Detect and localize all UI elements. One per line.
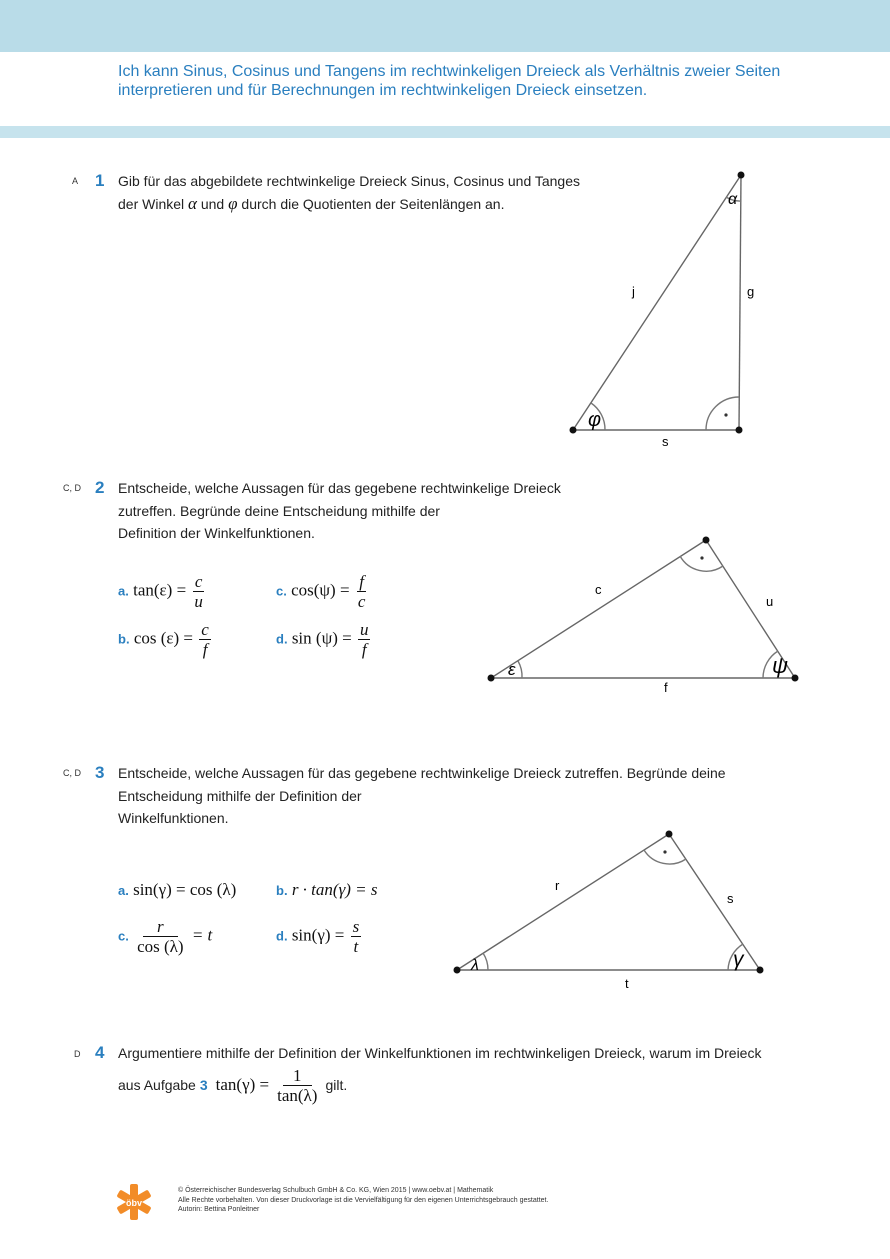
label-gamma: γ <box>733 948 744 971</box>
vertex-top <box>738 172 745 179</box>
triangle-3-figure <box>445 822 775 997</box>
label-s: s <box>727 891 734 906</box>
vertex-top <box>666 831 673 838</box>
right-angle-dot <box>700 556 703 559</box>
task3-line-2: Entscheidung mithilfe der Definition der <box>118 787 362 804</box>
task2-statement-d: d. sin (ψ) = $\frac{u}{f}$ <box>276 620 369 659</box>
label-g: g <box>747 284 755 299</box>
label-j: j <box>632 284 635 299</box>
task2-tag: C, D <box>63 483 81 493</box>
task3-line-3: Winkelfunktionen. <box>118 810 229 826</box>
side-j <box>573 175 741 430</box>
label-epsilon: ε <box>508 660 516 679</box>
label-psi: ψ <box>772 653 789 678</box>
footer-copyright: © Österreichischer Bundesverlag Schulbuch GmbH & Co. KG, Wien 2015 | www.oebv.at | Mathematik <box>178 1187 494 1194</box>
label-alpha: α <box>728 191 738 208</box>
footer <box>178 1186 548 1215</box>
task2-line-2: zutreffen. Begründe deine Entscheidung mithilfe der <box>118 502 440 519</box>
task3-statement-a: a. sin(γ) = cos (λ) <box>118 880 237 899</box>
triangle-2-figure <box>480 530 810 695</box>
task4-line-1: Argumentiere mithilfe der Definition der Winkelfunktionen im rechtwinkeligen Dreieck, warum im Dreieck <box>118 1045 762 1061</box>
task1-number: 1 <box>95 171 105 190</box>
task1-line-2: der Winkel α und φ durch die Quotienten der Seitenlängen an. <box>118 193 505 213</box>
side-s <box>669 834 760 970</box>
objective-line-2: interpretieren und für Berechnungen im rechtwinkeligen Dreieck einsetzen. <box>118 82 648 99</box>
task3-text <box>118 762 726 830</box>
oebv-logo <box>114 1182 154 1222</box>
vertex-left <box>570 427 577 434</box>
logo-text: öbv <box>125 1198 143 1208</box>
task1-text <box>118 170 580 215</box>
task3-statement-b: b. r · tan(γ) = s <box>276 880 378 899</box>
task4-line-2: aus Aufgabe 3 tan(γ) = $\frac{1}{\tan(\lambda)}$ gilt. <box>118 1066 348 1105</box>
header-band <box>0 0 890 52</box>
task3-statement-d: d. sin(γ) = $\frac{s}{t}$ <box>276 917 360 956</box>
triangle-1-figure <box>560 160 770 450</box>
vertex-left <box>488 675 495 682</box>
right-angle-dot <box>663 850 666 853</box>
task2-number: 2 <box>95 478 105 497</box>
task3-tag: C, D <box>63 768 81 778</box>
task4-tag: D <box>74 1049 81 1059</box>
label-f: f <box>664 680 668 695</box>
task1-tag: A <box>72 176 79 186</box>
vertex-right <box>757 967 764 974</box>
vertex-right <box>736 427 743 434</box>
label-u: u <box>766 594 774 609</box>
task2-statement-c: c. cos(ψ) = $\frac{f}{c}$ <box>276 572 366 611</box>
footer-rights: Alle Rechte vorbehalten. Von dieser Druckvorlage ist die Vervielfältigung für den eigenen Unterrichtsgebrauch gestattet. <box>178 1196 549 1204</box>
vertex-right <box>792 675 799 682</box>
side-r <box>457 834 669 970</box>
task1-line-1: Gib für das abgebildete rechtwinkelige Dreieck Sinus, Cosinus und Tanges <box>118 173 581 189</box>
objective-line-1: Ich kann Sinus, Cosinus und Tangens im rechtwinkeligen Dreieck als Verhältnis zweier Seiten <box>118 63 781 80</box>
learning-objective <box>118 62 858 100</box>
task3-statement-c: c. $\frac{r}{\cos (\lambda)}$ = t <box>118 917 213 956</box>
task3-line-1: Entscheide, welche Aussagen für das gegebene rechtwinkelige Dreieck zutreffen. Begründe deine <box>118 765 726 781</box>
label-c: c <box>595 582 602 597</box>
label-lambda: λ <box>471 957 479 974</box>
task3-number: 3 <box>95 763 105 782</box>
label-t: t <box>625 976 629 991</box>
header-divider <box>0 126 890 138</box>
vertex-left <box>454 967 461 974</box>
task2-line-3: Definition der Winkelfunktionen. <box>118 525 315 541</box>
label-s: s <box>662 434 669 449</box>
vertex-top <box>703 537 710 544</box>
task2-line-1: Entscheide, welche Aussagen für das gegebene rechtwinkelige Dreieck <box>118 480 561 496</box>
side-g <box>739 175 741 430</box>
label-r: r <box>555 878 560 893</box>
task4-number: 4 <box>95 1043 105 1062</box>
task2-statement-a: a. tan(ε) = $\frac{c}{u}$ <box>118 572 203 611</box>
right-angle-dot <box>724 413 727 416</box>
side-c <box>491 540 706 678</box>
task2-statement-b: b. cos (ε) = $\frac{c}{f}$ <box>118 620 209 659</box>
label-phi: φ <box>588 409 602 431</box>
footer-author: Autorin: Bettina Ponleitner <box>178 1206 260 1213</box>
